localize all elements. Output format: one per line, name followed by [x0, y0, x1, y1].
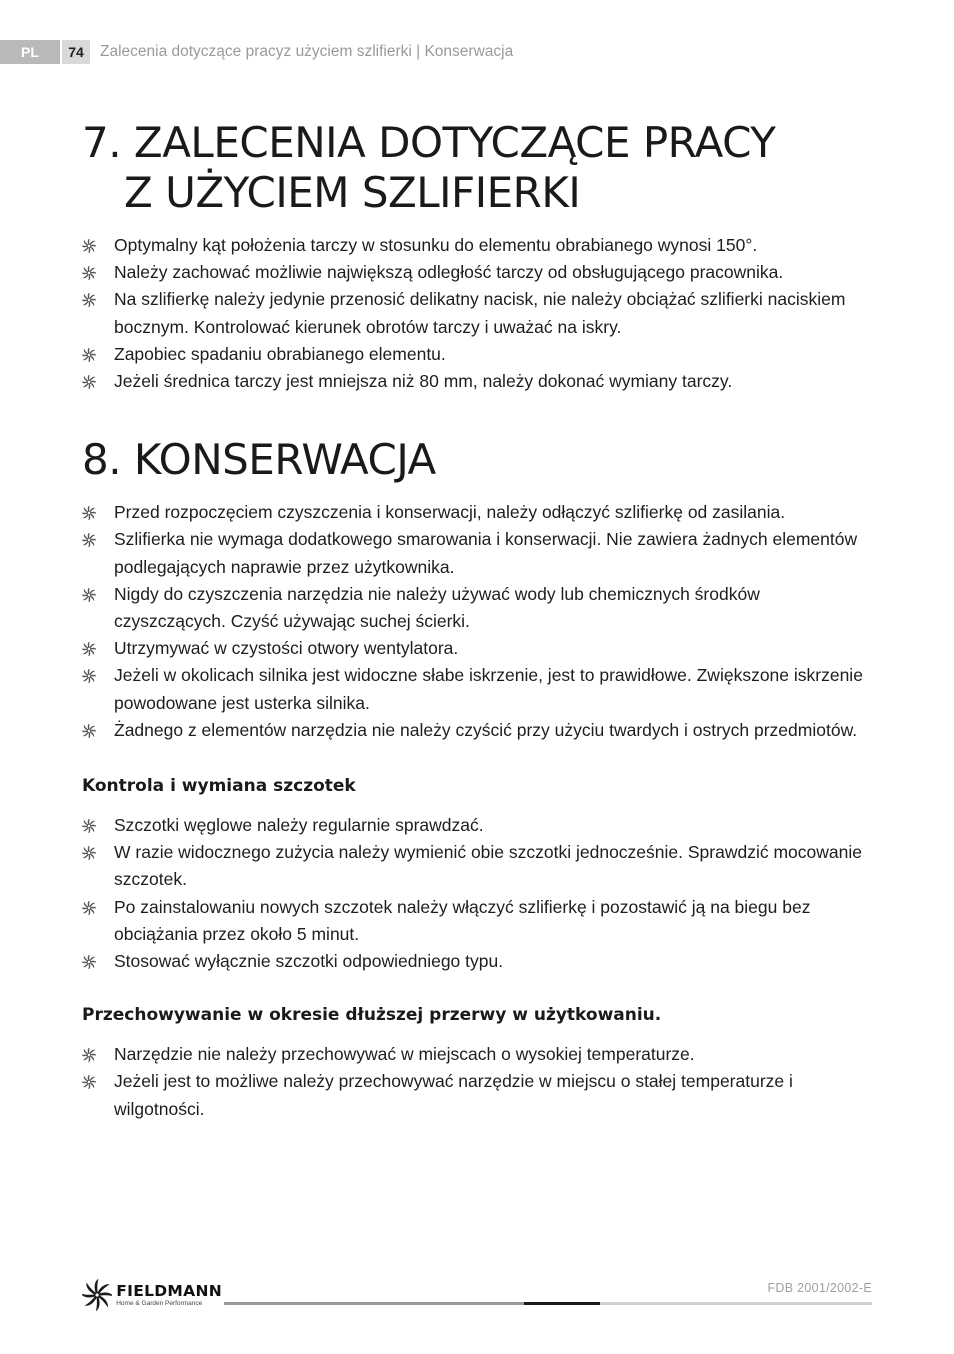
list-item-text: Szlifierka nie wymaga dodatkowego smarowania i konserwacji. Nie zawiera żadnych elementów podlegających naprawie przez użytkownika. [114, 529, 858, 577]
list-item [82, 948, 872, 975]
list-item [82, 341, 872, 368]
list-item [82, 259, 872, 286]
list-item [82, 1041, 872, 1068]
flower-bullet-icon [82, 1075, 96, 1089]
section-8-list [82, 499, 872, 744]
footer-rule-accent [524, 1302, 600, 1305]
brushes-list [82, 812, 872, 975]
language-badge: PL [0, 40, 60, 64]
fieldmann-logo [82, 1278, 222, 1312]
flower-bullet-icon [82, 588, 96, 602]
list-item-text: Po zainstalowaniu nowych szczotek należy włączyć szlifierkę i pozostawić ją na biegu bez obciążania przez około 5 minut. [114, 896, 811, 944]
list-item-text: Nigdy do czyszczenia narzędzia nie należy używać wody lub chemicznych środków czyszczących. Czyść używając suchej ścierki. [114, 583, 760, 632]
list-item-text: Utrzymywać w czystości otwory wentylatora. [114, 638, 459, 659]
flower-bullet-icon [82, 846, 96, 860]
flower-bullet-icon [82, 642, 96, 656]
list-item [82, 581, 872, 635]
section-8-heading: 8. KONSERWACJA [82, 435, 436, 485]
list-item [82, 1068, 872, 1122]
flower-bullet-icon [82, 348, 96, 362]
list-item-text: Jeżeli jest to możliwe należy przechowywać narzędzie w miejscu o stałej temperaturze i wilgotności. [114, 1071, 793, 1119]
flower-bullet-icon [82, 506, 96, 520]
list-item-text: Szczotki węglowe należy regularnie sprawdzać. [114, 815, 484, 836]
list-item-text: Przed rozpoczęciem czyszczenia i konserwacji, należy odłączyć szlifierkę od zasilania. [114, 502, 786, 523]
brand-name: FIELDMANN [116, 1282, 222, 1300]
model-number: FDB 2001/2002-E [767, 1281, 872, 1295]
flower-bullet-icon [82, 266, 96, 280]
list-item-text: Należy zachować możliwie największą odległość tarczy od obsługującego pracownika. [114, 262, 784, 283]
list-item [82, 894, 872, 948]
list-item-text: Zapobiec spadaniu obrabianego elementu. [114, 343, 446, 364]
list-item-text: Narzędzie nie należy przechowywać w miejscach o wysokiej temperaturze. [114, 1044, 695, 1065]
footer-rule-right [600, 1302, 872, 1305]
section-7-list [82, 232, 872, 395]
page-number: 74 [62, 40, 90, 64]
list-item [82, 839, 872, 893]
flower-bullet-icon [82, 375, 96, 389]
list-item [82, 286, 872, 340]
flower-bullet-icon [82, 669, 96, 683]
list-item-text: Stosować wyłącznie szczotki odpowiedniego typu. [114, 951, 504, 972]
list-item [82, 717, 872, 744]
list-item-text: Na szlifierkę należy jedynie przenosić delikatny nacisk, nie należy obciążać szlifierki naciskiem bocznym. Kontrolować kierunek obrotów tarczy i uważać na iskry. [114, 289, 846, 337]
storage-list [82, 1041, 872, 1123]
brushes-subheading: Kontrola i wymiana szczotek [82, 776, 356, 797]
storage-subheading: Przechowywanie w okresie dłuższej przerwy w użytkowaniu. [82, 1005, 662, 1026]
list-item [82, 635, 872, 662]
flower-bullet-icon [82, 293, 96, 307]
list-item [82, 368, 872, 395]
flower-bullet-icon [82, 819, 96, 833]
list-item [82, 499, 872, 526]
flower-bullet-icon [82, 533, 96, 547]
list-item-text: W razie widocznego zużycia należy wymienić obie szczotki jednocześnie. Sprawdzić mocowanie szczotek. [114, 842, 862, 890]
flower-bullet-icon [82, 724, 96, 738]
page-content [82, 118, 872, 1123]
page-header [0, 40, 513, 64]
flower-bullet-icon [82, 239, 96, 253]
section-7-heading-line1: 7. ZALECENIA DOTYCZĄCE PRACY [82, 118, 776, 167]
list-item-text: Jeżeli w okolicach silnika jest widoczne słabe iskrzenie, jest to prawidłowe. Zwiększone iskrzenie powodowane jest usterka silnika. [114, 665, 863, 713]
list-item [82, 662, 872, 716]
footer-rule-left [224, 1302, 524, 1305]
flower-bullet-icon [82, 1048, 96, 1062]
flower-bullet-icon [82, 955, 96, 969]
list-item-text: Jeżeli średnica tarczy jest mniejsza niż 80 mm, należy dokonać wymiany tarczy. [114, 371, 733, 392]
section-7-heading [82, 118, 872, 218]
brand-tagline: Home & Garden Performance [116, 1299, 203, 1307]
list-item [82, 812, 872, 839]
list-item [82, 526, 872, 580]
list-item-text: Optymalny kąt położenia tarczy w stosunku do elementu obrabianego wynosi 150°. [114, 235, 758, 255]
flower-bullet-icon [82, 901, 96, 915]
list-item-text: Żadnego z elementów narzędzia nie należy czyścić przy użyciu twardych i ostrych przedmiotów. [114, 719, 858, 740]
running-title: Zalecenia dotyczące pracyz użyciem szlifierki | Konserwacja [100, 43, 514, 60]
list-item [82, 232, 872, 259]
section-7-heading-line2: Z UŻYCIEM SZLIFIERKI [124, 168, 581, 217]
fieldmann-logo-icon [82, 1278, 112, 1312]
